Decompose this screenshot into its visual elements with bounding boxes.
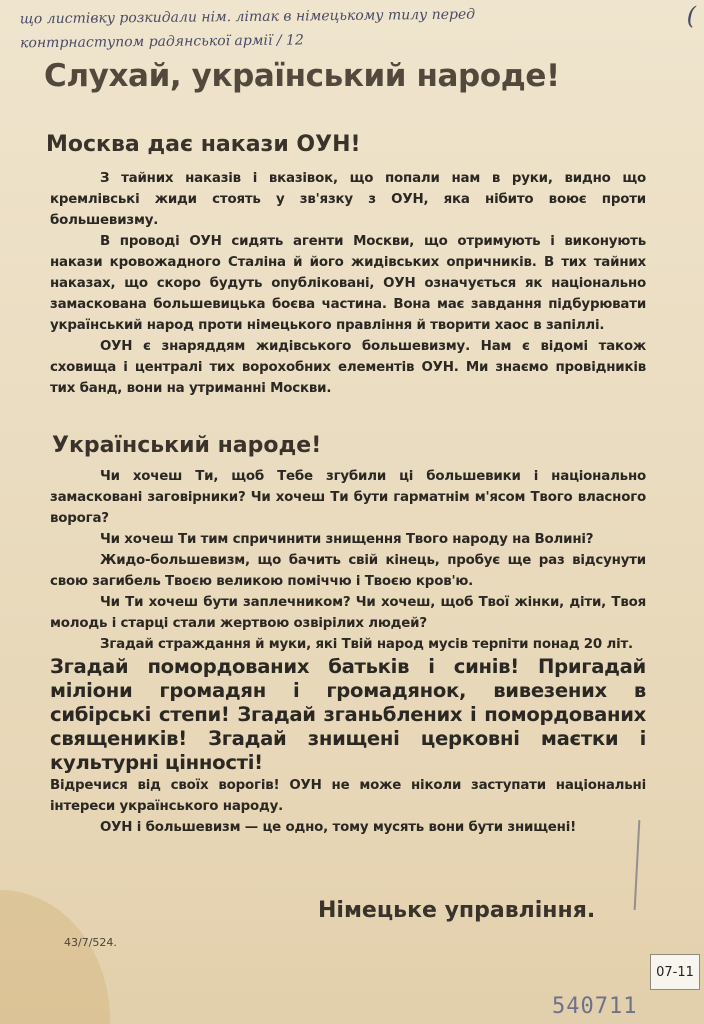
handwritten-line-2: контрнаступом радянської армії / 12 — [20, 32, 304, 52]
closing-statement: ОУН і большевизм — це одно, тому мусять вони бути знищені! — [100, 820, 577, 835]
section2-paragraph-2: Чи хочеш Ти тим спричинити знищення Твого народу на Волині? — [100, 532, 594, 547]
signature: Німецьке управління. — [318, 898, 596, 923]
section1-heading: Москва дає накази ОУН! — [46, 132, 361, 157]
section2-heading: Український народе! — [52, 433, 322, 458]
remember-tail: Відречися від своїх ворогів! ОУН не може ніколи заступати національні інтереси українського народу. — [50, 778, 646, 814]
leaflet-title: Слухай, український народе! — [44, 58, 560, 94]
section1-paragraph-3: ОУН є знаряддям жидівського большевизму. Нам є відомі також сховища і централі тих ворохобних елементів ОУН. Ми знаємо провідників тих банд, вони на утриманні Москви. — [50, 339, 646, 396]
archive-number: 540711 — [552, 994, 638, 1019]
section2-body — [50, 466, 646, 838]
section1-body — [50, 168, 646, 399]
remember-emphasis: Згадай помордованих батьків і синів! Пригадай міліони громадян і громадянок, вивезених в сибірські степи! Згадай зганьблених і помордованих священиків! Згадай знищені церковні маєтки і культурні цінності! — [50, 655, 646, 774]
handwritten-line-1: що листівку розкидали нім. літак в німецькому тилу перед — [19, 6, 476, 28]
section1-paragraph-1: З тайних наказів і вказівок, що попали нам в руки, видно що кремлівські жиди стоять у зв'язку з ОУН, яка нібито воює проти большевизму. — [50, 171, 646, 228]
section2-paragraph-4: Чи Ти хочеш бути заплечником? Чи хочеш, щоб Твої жінки, діти, Твоя молодь і старці стали жертвою озвірілих людей? — [50, 595, 646, 631]
handwritten-note — [20, 1, 661, 60]
archive-label: 07-11 — [650, 954, 700, 990]
corner-mark: ( — [686, 2, 696, 30]
section1-paragraph-2: В проводі ОУН сидять агенти Москви, що отримують і виконують накази кровожадного Сталіна й його жидівських опричників. В тих тайних наказах, що скоро будуть опубліковані, ОУН означується як національно замаскована большевицька боєва частина. Вона має завдання підбурювати український народ проти німецького правління й творити хаос в запіллі. — [50, 234, 646, 333]
remember-intro: Згадай страждання й муки, які Твій народ мусів терпіти понад 20 літ. — [100, 637, 633, 652]
section2-paragraph-3: Жидо-большевизм, що бачить свій кінець, пробує ще раз відсунути свою загибель Твоєю великою поміччю і Твоєю кров'ю. — [50, 553, 646, 589]
paper-stain — [0, 890, 110, 1024]
section2-paragraph-1: Чи хочеш Ти, щоб Тебе згубили ці большевики і національно замасковані заговірники? Чи хочеш Ти бути гарматнім м'ясом Твого власного ворога? — [50, 469, 646, 526]
print-code: 43/7/524. — [64, 936, 117, 949]
